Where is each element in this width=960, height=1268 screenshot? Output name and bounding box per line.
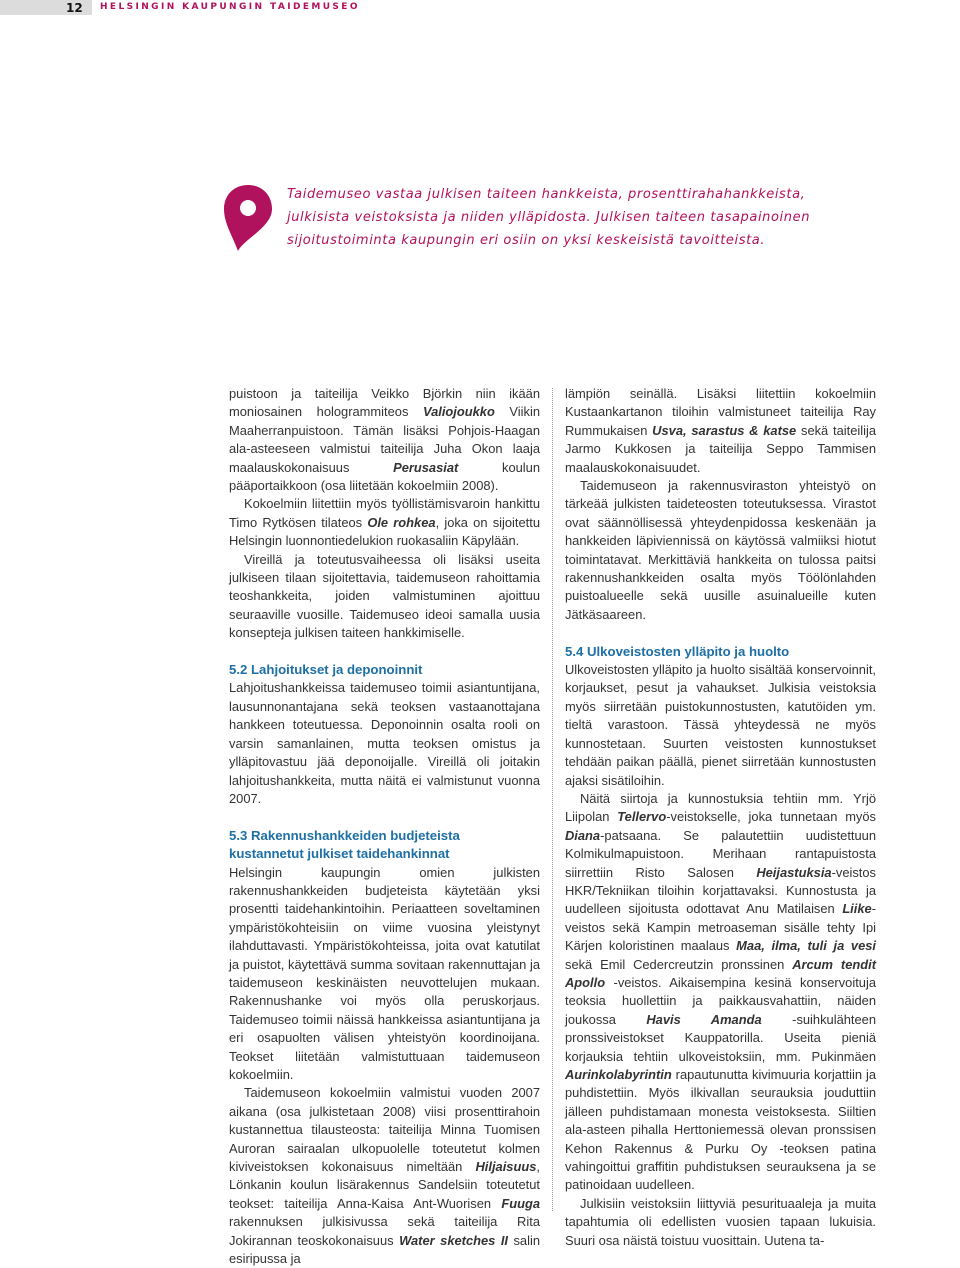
artwork-title: Havis Amanda	[646, 1011, 762, 1027]
artwork-title: Liike	[842, 901, 872, 917]
paragraph: Helsingin kaupungin omien julkisten rakennushankkeiden budjeteista käytetään yksi prosentti taidehankintoihin. Periaatteen soveltaminen ympäristökohteisiin on viime vuosina yleistynyt ilahduttavasti. Ympäristökohteissa, joita ovat katutilat ja puistot, käytettävä summa sovitaan rakennuttajan ja taidemuseon keskinäisten neuvottelujen mukaan. Rakennushanke voi myös olla peruskorjaus. Taidemuseo toimii näissä hankkeissa asiantuntijana ja eri osapuolten välisen yhteistyön koordinoijana. Teokset liitetään valmistuttuaan taidemuseon kokoelmiin.	[229, 864, 540, 1082]
paragraph: Näitä siirtoja ja kunnostuksia tehtiin mm. Yrjö Liipolan Tellervo-veistokselle, joka tunnetaan myös Diana-patsaana. Se palautettiin uudistettuun Kolmikulmapuistoon. Merihaan rantapuistosta siirrettiin Risto Salosen Heijastuksia-veistos HKR/Tekniikan tiloihin korjattavaksi. Kunnostusta ja uudelleen sijoitusta odottavat Anu Matilaisen Liike-veistos sekä Kampin metroaseman sisälle tehty Ipi Kärjen koloristinen maalaus Maa, ilma, tuli ja vesi sekä Emil Cedercreutzin pronssinen Arcum tendit Apollo -veistos. Aikaisempina kesinä konservoituja teoksia huollettiin ja paikkausvahattiin, näiden joukossa Havis Amanda -suihkulähteen pronssiveistokset Kauppatorilla. Useita pieniä korjauksia tehtiin ulkoveistoksiin, mm. Pukinmäen Aurinkolabyrintin rapautunutta kivimuuria korjattiin ja puhdistettiin. Myös ilkivallan seurauksia jouduttiin jälleen puhdistamaan monesta veistoksesta. Siiltien ala-asteen pihalla Herttoniemessä olevan pronssisen Kehon Rakennus & Purku Oy -teoksen patina vahingoittui graffitin puhdistuksen seurauksena ja se patinoidaan uudelleen.	[565, 790, 877, 1193]
column-divider	[552, 388, 553, 1211]
artwork-title: Perusasiat	[393, 459, 459, 475]
artwork-title: Maa, ilma, tuli ja vesi	[736, 938, 877, 954]
paragraph: puistoon ja taiteilija Veikko Björkin niin ikään moniosainen hologrammiteos Valiojoukko Viikin Maaherranpuistoon. Tämän lisäksi Pohjois-Haagan ala-asteeseen valmistui taiteilija Juha Okon laaja maalauskokonaisuus Perusasiat koulun pääportaikkoon (osa liitetään kokoelmiin 2008).	[229, 386, 540, 494]
paragraph: Julkisiin veistoksiin liittyviä pesurituaaleja ja muita tapahtumia oli edellisten vuosien tapaan lukuisia. Suuri osa näistä toistuu vuosittain. Uutena ta-	[565, 1195, 876, 1248]
section-heading-line2: kustannetut julkiset taidehankinnat	[229, 846, 450, 862]
artwork-title: Fuuga	[501, 1195, 540, 1211]
paragraph: Ulkoveistosten ylläpito ja huolto sisältää konservoinnit, korjaukset, pesut ja vahaukset. Julkisia veistoksia myös siirretään puistokunnostusten, katutöiden ym. tieltä varastoon. Tässä yhteydessä ne myös kunnostetaan. Suurten veistosten kunnostukset tehdään paikan päällä, pienet siirretään kunnostusten ajaksi sisätiloihin.	[565, 662, 876, 788]
artwork-title: Usva, sarastus & katse	[652, 422, 797, 438]
map-pin-icon	[222, 183, 274, 253]
paragraph: Lahjoitushankkeissa taidemuseo toimii asiantuntijana, lausunnonantajana sekä teoksen vastaanottajana hankkeen toteutuessa. Deponoinnin osalta rooli on varsin samanlainen, mutta teoksen omistus ja ylläpitovastuu jää deponoijalle. Vireillä oli joitakin lahjoitushankkeita, mutta näitä ei valmistunut vuonna 2007.	[229, 680, 540, 806]
paragraph: lämpiön seinällä. Lisäksi liitettiin kokoelmiin Kustaankartanon tiloihin valmistuneet taiteilija Ray Rummukaisen Usva, sarastus & katse sekä taiteilija Jarmo Kukkosen ja taiteilija Seppo Tammisen maalauskokonaisuudet.	[565, 386, 876, 475]
artwork-title: Tellervo	[617, 809, 667, 825]
right-column	[565, 385, 876, 1250]
page-header	[0, 0, 960, 20]
paragraph: Taidemuseon kokoelmiin valmistui vuoden 2007 aikana (osa julkistetaan 2008) viisi prosenttirahoin kustannettua tilausteosta: taiteilija Minna Tuomisen Auroran sairaalan ulkopuolelle toteutetut kolmen kiviveistoksen kokonaisuus nimeltään Hiljaisuus, Lönkanin koulun lisärakennus Sandelsiin toteutetut teokset: taiteilija Anna-Kaisa Ant-Wuorisen Fuuga rakennuksen julkisivussa sekä taiteilija Rita Jokirannan teoskokonaisuus Water sketches II salin esiripussa ja	[229, 1085, 541, 1267]
artwork-title: Diana	[565, 827, 601, 843]
intro-text: Taidemuseo vastaa julkisen taiteen hankkeista, prosenttirahahankkeista, julkisista veistoksista ja niiden ylläpidosta. Julkisen taiteen tasapainoinen sijoitustoiminta kaupungin eri osiin on yksi keskeisistä tavoitteista.	[287, 187, 811, 248]
running-head: HELSINGIN KAUPUNGIN TAIDEMUSEO	[100, 2, 360, 12]
artwork-title: Valiojoukko	[422, 404, 495, 420]
artwork-title: Heijastuksia	[756, 864, 832, 880]
section-heading: 5.2 Lahjoitukset ja deponoinnit	[229, 662, 423, 678]
artwork-title: Ole rohkea	[367, 514, 436, 530]
paragraph: Vireillä ja toteutusvaiheessa oli lisäksi useita julkiseen tilaan sijoitettavia, taidemuseon rahoittamia teoshankkeita, joiden valmistuminen ajoittuu seuraaville vuosille. Taidemuseo ideoi samalla uusia konsepteja julkisen taiteen hankkimiselle.	[229, 551, 540, 641]
artwork-title: Water sketches II	[399, 1232, 508, 1248]
paragraph: Kokoelmiin liitettiin myös työllistämisvaroin hankittu Timo Rytkösen tilateos Ole rohkea, joka on sijoitettu Helsingin luonnontiedelukion ruokasaliin Käpylään.	[229, 496, 540, 549]
page-number: 12	[66, 1, 83, 15]
left-column	[229, 385, 540, 1268]
artwork-title: Arcum tendit Apollo	[565, 956, 876, 990]
paragraph: Taidemuseon ja rakennusviraston yhteistyö on tärkeää julkisten taideteosten toteutuksessa. Virastot ovat säännöllisessä yhteydenpidossa keskenään ja hankkeiden läpiviennissä on käytössä valmiiksi hiotut toimintatavat. Merkittäviä hankkeita on tulossa paitsi rakennushankkeiden osalta myös Töölönlahden puistoalueelle sekä uusille asuinalueille kuten Jätkäsaareen.	[565, 478, 876, 622]
section-heading: 5.4 Ulkoveistosten ylläpito ja huolto	[565, 643, 790, 659]
artwork-title: Hiljaisuus	[475, 1159, 537, 1175]
artwork-title: Aurinkolabyrintin	[565, 1067, 672, 1083]
section-heading: 5.3 Rakennushankkeiden budjeteista	[229, 827, 460, 843]
